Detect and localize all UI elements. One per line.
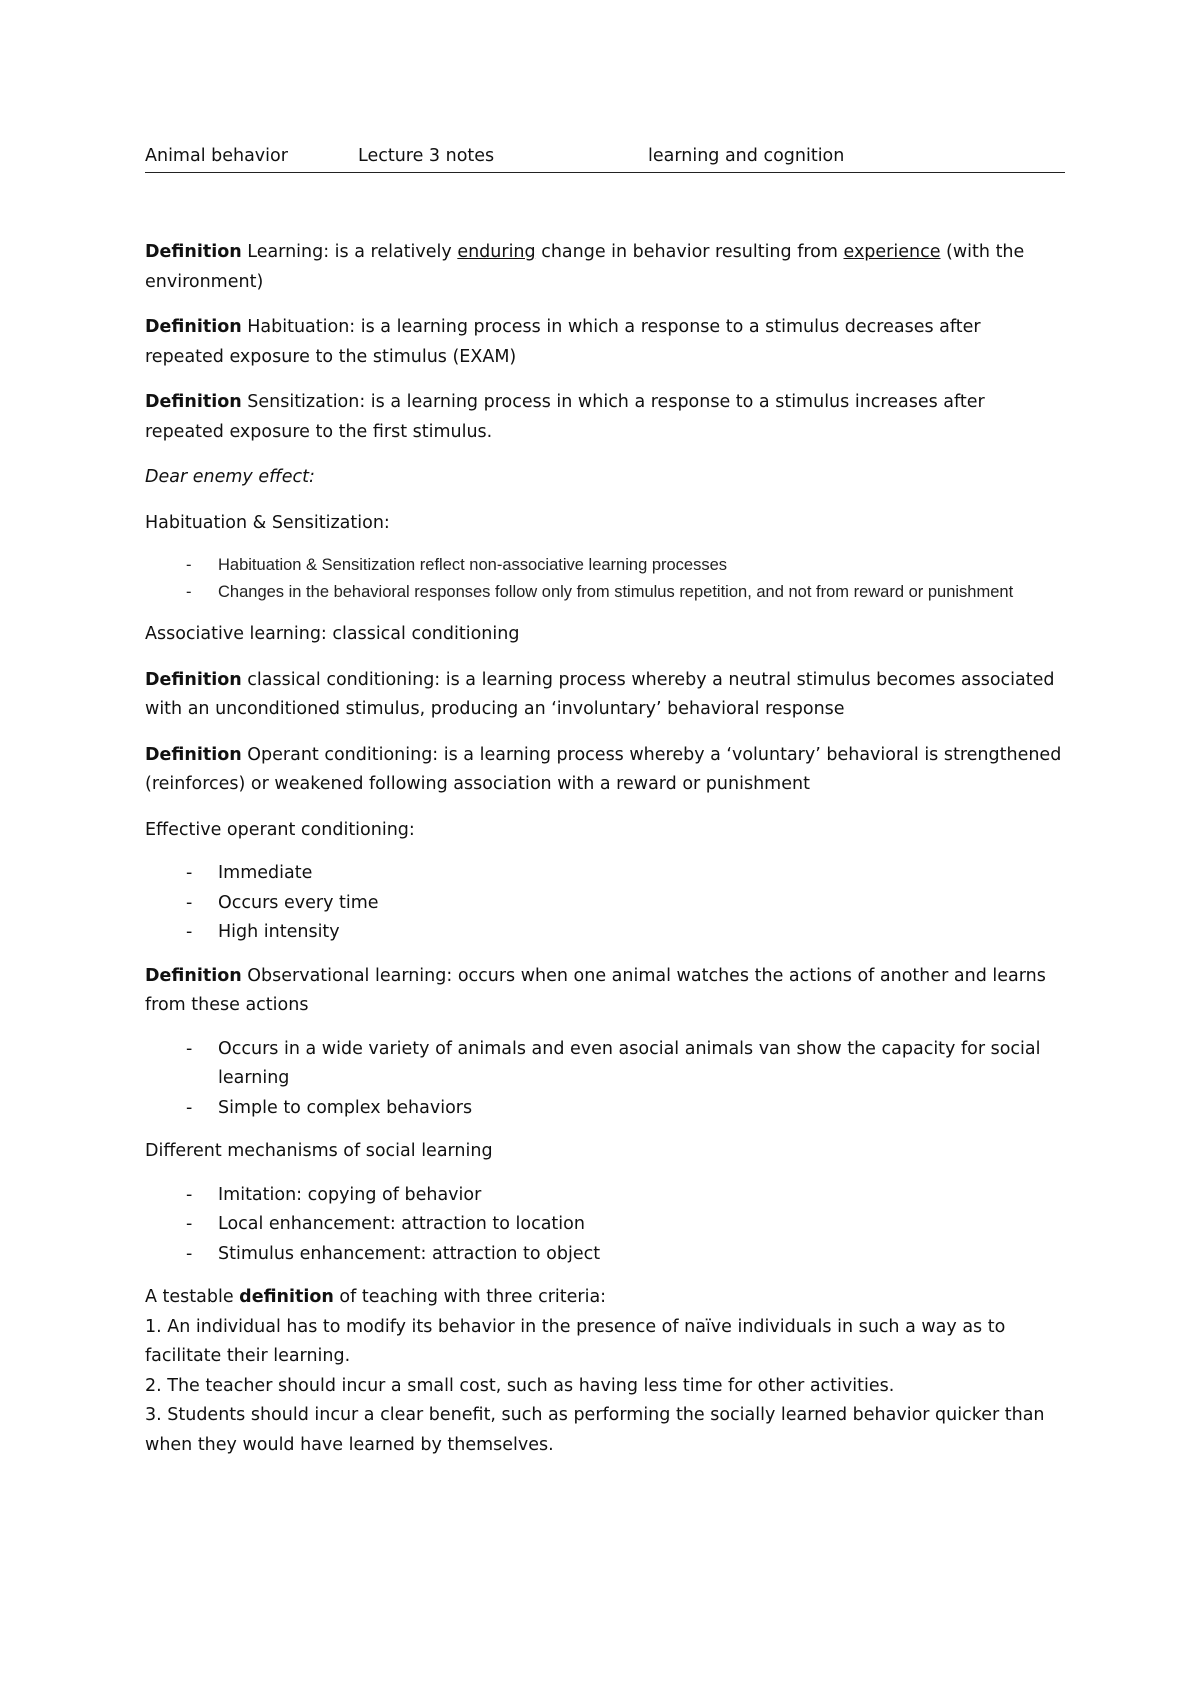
list-item: - Immediate xyxy=(145,859,1065,889)
mechanisms-heading: Different mechanisms of social learning xyxy=(145,1141,493,1161)
effective-list xyxy=(145,859,1065,948)
list-item: - Occurs in a wide variety of animals and even asocial animals van show the capacity for social learning xyxy=(145,1035,1065,1094)
underlined-enduring: enduring xyxy=(457,242,536,262)
definition-word: definition xyxy=(239,1287,334,1307)
definition-label: Definition xyxy=(145,744,242,765)
hab-sens-heading: Habituation & Sensitization: xyxy=(145,512,390,533)
hab-sens-list xyxy=(145,552,1065,606)
page-header xyxy=(145,146,1065,173)
definition-habituation: Definition Habituation: is a learning process in which a response to a stimulus decreases after repeated exposure to the stimulus (EXAM) xyxy=(145,317,981,367)
definition-label: Definition xyxy=(145,392,242,412)
teaching-intro: A testable definition of teaching with three criteria: xyxy=(145,1287,607,1307)
definition-classical: Definition classical conditioning: is a learning process whereby a neutral stimulus becomes associated with an unconditioned stimulus, producing an ‘involuntary’ behavioral response xyxy=(145,669,1055,719)
definition-label: Definition xyxy=(145,669,242,690)
list-item: - Habituation & Sensitization reflect non-associative learning processes xyxy=(145,552,1065,579)
mechanisms-list xyxy=(145,1181,1065,1270)
definition-observational: Definition Observational learning: occurs when one animal watches the actions of another and learns from these actions xyxy=(145,965,1046,1015)
teaching-criterion-3: 3. Students should incur a clear benefit, such as performing the socially learned behavior quicker than when they would have learned by themselves. xyxy=(145,1405,1045,1455)
document-body xyxy=(145,238,1065,1460)
definition-learning: Definition Learning: is a relatively enduring change in behavior resulting from experience (with the environment) xyxy=(145,242,1025,292)
dear-enemy-heading: Dear enemy effect: xyxy=(145,467,315,487)
definition-sensitization: Definition Sensitization: is a learning process in which a response to a stimulus increases after repeated exposure to the first stimulus. xyxy=(145,392,985,442)
definition-label: Definition xyxy=(145,317,242,337)
list-item: - Simple to complex behaviors xyxy=(145,1094,1065,1124)
teaching-criterion-2: 2. The teacher should incur a small cost, such as having less time for other activities. xyxy=(145,1375,895,1396)
list-item: - Occurs every time xyxy=(145,889,1065,919)
header-lecture: Lecture 3 notes xyxy=(358,146,495,166)
list-item: - Stimulus enhancement: attraction to object xyxy=(145,1240,1065,1270)
underlined-experience: experience xyxy=(843,242,941,262)
observational-list xyxy=(145,1035,1065,1124)
effective-heading: Effective operant conditioning: xyxy=(145,819,415,840)
list-item: - Changes in the behavioral responses follow only from stimulus repetition, and not from reward or punishment xyxy=(145,579,1065,606)
teaching-criterion-1: 1. An individual has to modify its behavior in the presence of naïve individuals in such a way as to facilitate their learning. xyxy=(145,1316,1006,1366)
definition-label: Definition xyxy=(145,242,242,262)
list-item: - Local enhancement: attraction to location xyxy=(145,1210,1065,1240)
header-course: Animal behavior xyxy=(145,146,288,166)
associative-heading: Associative learning: classical conditioning xyxy=(145,624,520,644)
header-topic: learning and cognition xyxy=(648,146,845,166)
definition-operant: Definition Operant conditioning: is a learning process whereby a ‘voluntary’ behavioral is strengthened (reinforces) or weakened following association with a reward or punishment xyxy=(145,744,1062,794)
list-item: - Imitation: copying of behavior xyxy=(145,1181,1065,1211)
definition-label: Definition xyxy=(145,965,242,986)
list-item: - High intensity xyxy=(145,918,1065,948)
